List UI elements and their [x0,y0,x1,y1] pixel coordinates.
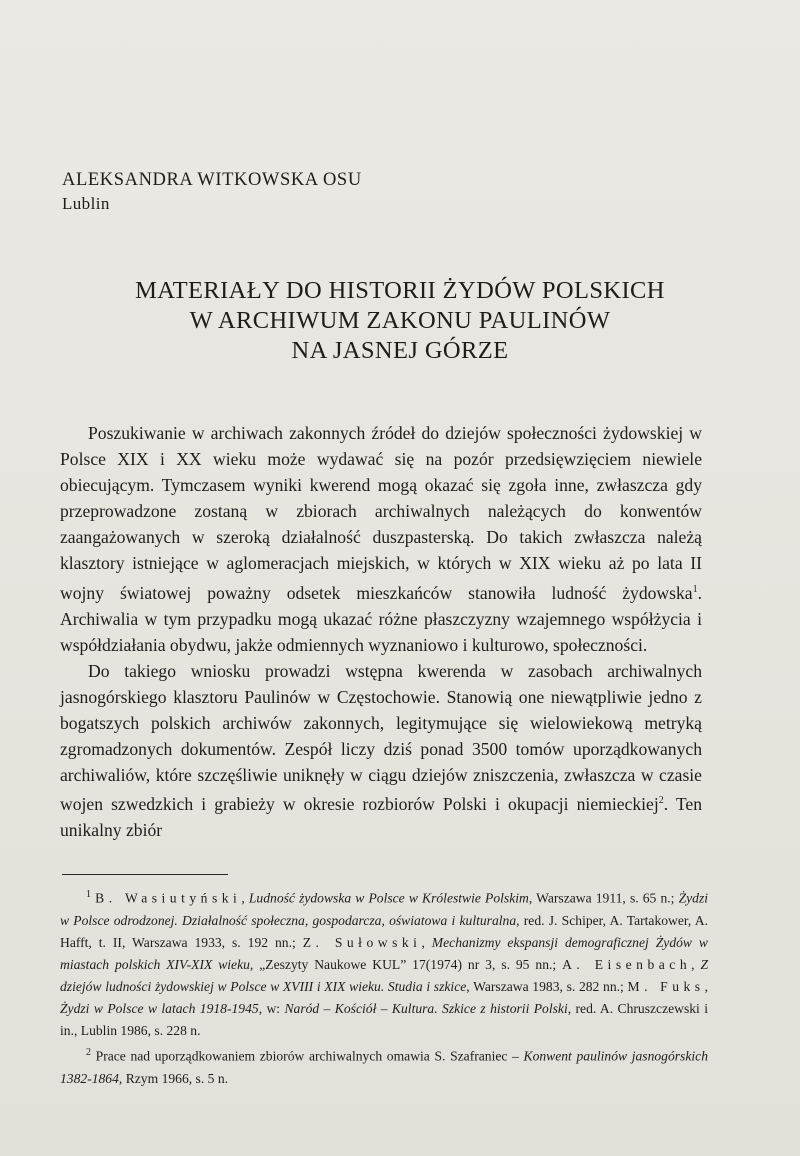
article-body [60,420,702,843]
footnote-1-sep-1: , [241,890,249,906]
footnote-1-text-7: , [704,978,709,994]
footnote-1-text-6: , Warszawa 1983, s. 282 nn.; [466,978,628,994]
article-title [60,276,740,366]
footnote-1-text-8: , w: [258,1001,285,1016]
paragraph-2-text-a: Do takiego wniosku prowadzi wstępna kwerenda w zasobach archiwalnych jasnogórskiego klasztoru Paulinów w Częstochowie. Stanowią one niewątpliwie jedno z bogatszych polskich archiwów zakonnych, legitymujące się wielowiekową metryką zgromadzonych dokumentów. Zespół liczy dziś ponad 3500 tomów uporządkowanych archiwaliów, które szczęśliwie uniknęły w ciągu dziejów zniszczenia, zwłaszcza w czasie wojen szwedzkich i grabieży w okresie rozbiorów Polski i okupacji niemieckiej [60,660,702,815]
footnotes [60,884,708,1090]
footnote-1-author-4: M. Fuks [627,978,705,994]
paragraph-1 [60,420,702,658]
author-affiliation: Lublin [62,194,110,213]
footnote-1-title-6: Naród – Kościół – Kultura. Szkice z historii Polski [284,1001,568,1016]
footnote-2-text-2: , Rzym 1966, s. 5 n. [118,1070,229,1086]
footnote-1-number: 1 [86,889,91,900]
footnote-2-title-1: Konwent paulinów jasnogórskich 1382-1864 [60,1048,708,1086]
footnote-1-text-9: , red. A. Chruszczewski i in., Lublin 1986, s. 228 n. [60,1001,708,1039]
footnote-ref-2: 2 [658,795,664,807]
footnote-1-text-3: , [421,934,432,950]
title-line-1: MATERIAŁY DO HISTORII ŻYDÓW POLSKICH [135,277,665,304]
footnote-1-text-4: , „Zeszyty Naukowe KUL” 17(1974) nr 3, s. 95 nn.; [249,956,563,972]
title-line-2: W ARCHIWUM ZAKONU PAULINÓW [189,307,611,334]
footnote-2-number: 2 [86,1047,91,1059]
footnote-1-title-5: Żydzi w Polsce w latach 1918-1945 [60,1001,259,1016]
footnote-1-author-3: A. Eisenbach [562,956,692,972]
footnote-2-text-1: Prace nad uporządkowaniem zbiorów archiwalnych omawia S. Szafraniec – [91,1048,524,1064]
footnote-1-title-3: Mechanizmy ekspansji demograficznej Żydów w miastach polskich XIV-XIX wieku [60,934,708,972]
paragraph-1-text-b: . Archiwalia w tym przypadku mogą ukazać różne płaszczyzny wzajemnego współżycia i współdziałania obydwu, jakże odmiennych wyznaniowo i kulturowo, społeczności. [60,582,702,655]
author-name: ALEKSANDRA WITKOWSKA OSU [62,170,362,190]
paragraph-1-text-a: Poszukiwanie w archiwach zakonnych źródeł do dziejów społeczności żydowskiej w Polsce XIX i XX wieku może wydawać się na pozór przedsięwzięciem niewiele obiecującym. Tymczasem wyniki kwerend mogą okazać się zgoła inne, zwłaszcza gdy przeprowadzone zostaną w zbiorach archiwalnych należących do konwentów zaangażowanych w szeroką działalność duszpasterską. Do takich zwłaszcza należą klasztory istniejące w aglomeracjach miejskich, w których w XIX wieku aż po lata II wojny światowej poważny odsetek mieszkańców stanowiła ludność żydowska [60,423,702,603]
footnote-divider [62,874,228,875]
footnote-1-author-2: Z. Sułowski [302,934,422,950]
footnote-1-title-1: Ludność żydowska w Polsce w Królestwie Polskim [248,890,529,906]
footnote-1-title-2: Żydzi w Polsce odrodzonej. Działalność społeczna, gospodarcza, oświatowa i kulturalna [60,890,709,928]
footnote-1-title-4: Z dziejów ludności żydowskiej w Polsce w XVIII i XIX wieku. Studia i szkice [60,956,709,994]
footnote-1-text-1: , Warszawa 1911, s. 65 n.; [528,890,679,906]
footnote-1 [60,884,708,1042]
footnote-1-author-1: B. Wasiutyński [95,890,242,906]
footnote-1-text-5: , [691,956,701,972]
footnote-2 [60,1042,708,1090]
title-line-3: NA JASNEJ GÓRZE [291,337,509,364]
paragraph-2 [60,658,702,844]
paragraph-2-text-b: . Ten unikalny zbiór [60,794,703,841]
footnote-1-text-2: , red. J. Schiper, A. Tartakower, A. Hafft, t. II, Warszawa 1933, s. 192 nn.; [60,912,708,950]
footnote-ref-1: 1 [692,583,698,595]
